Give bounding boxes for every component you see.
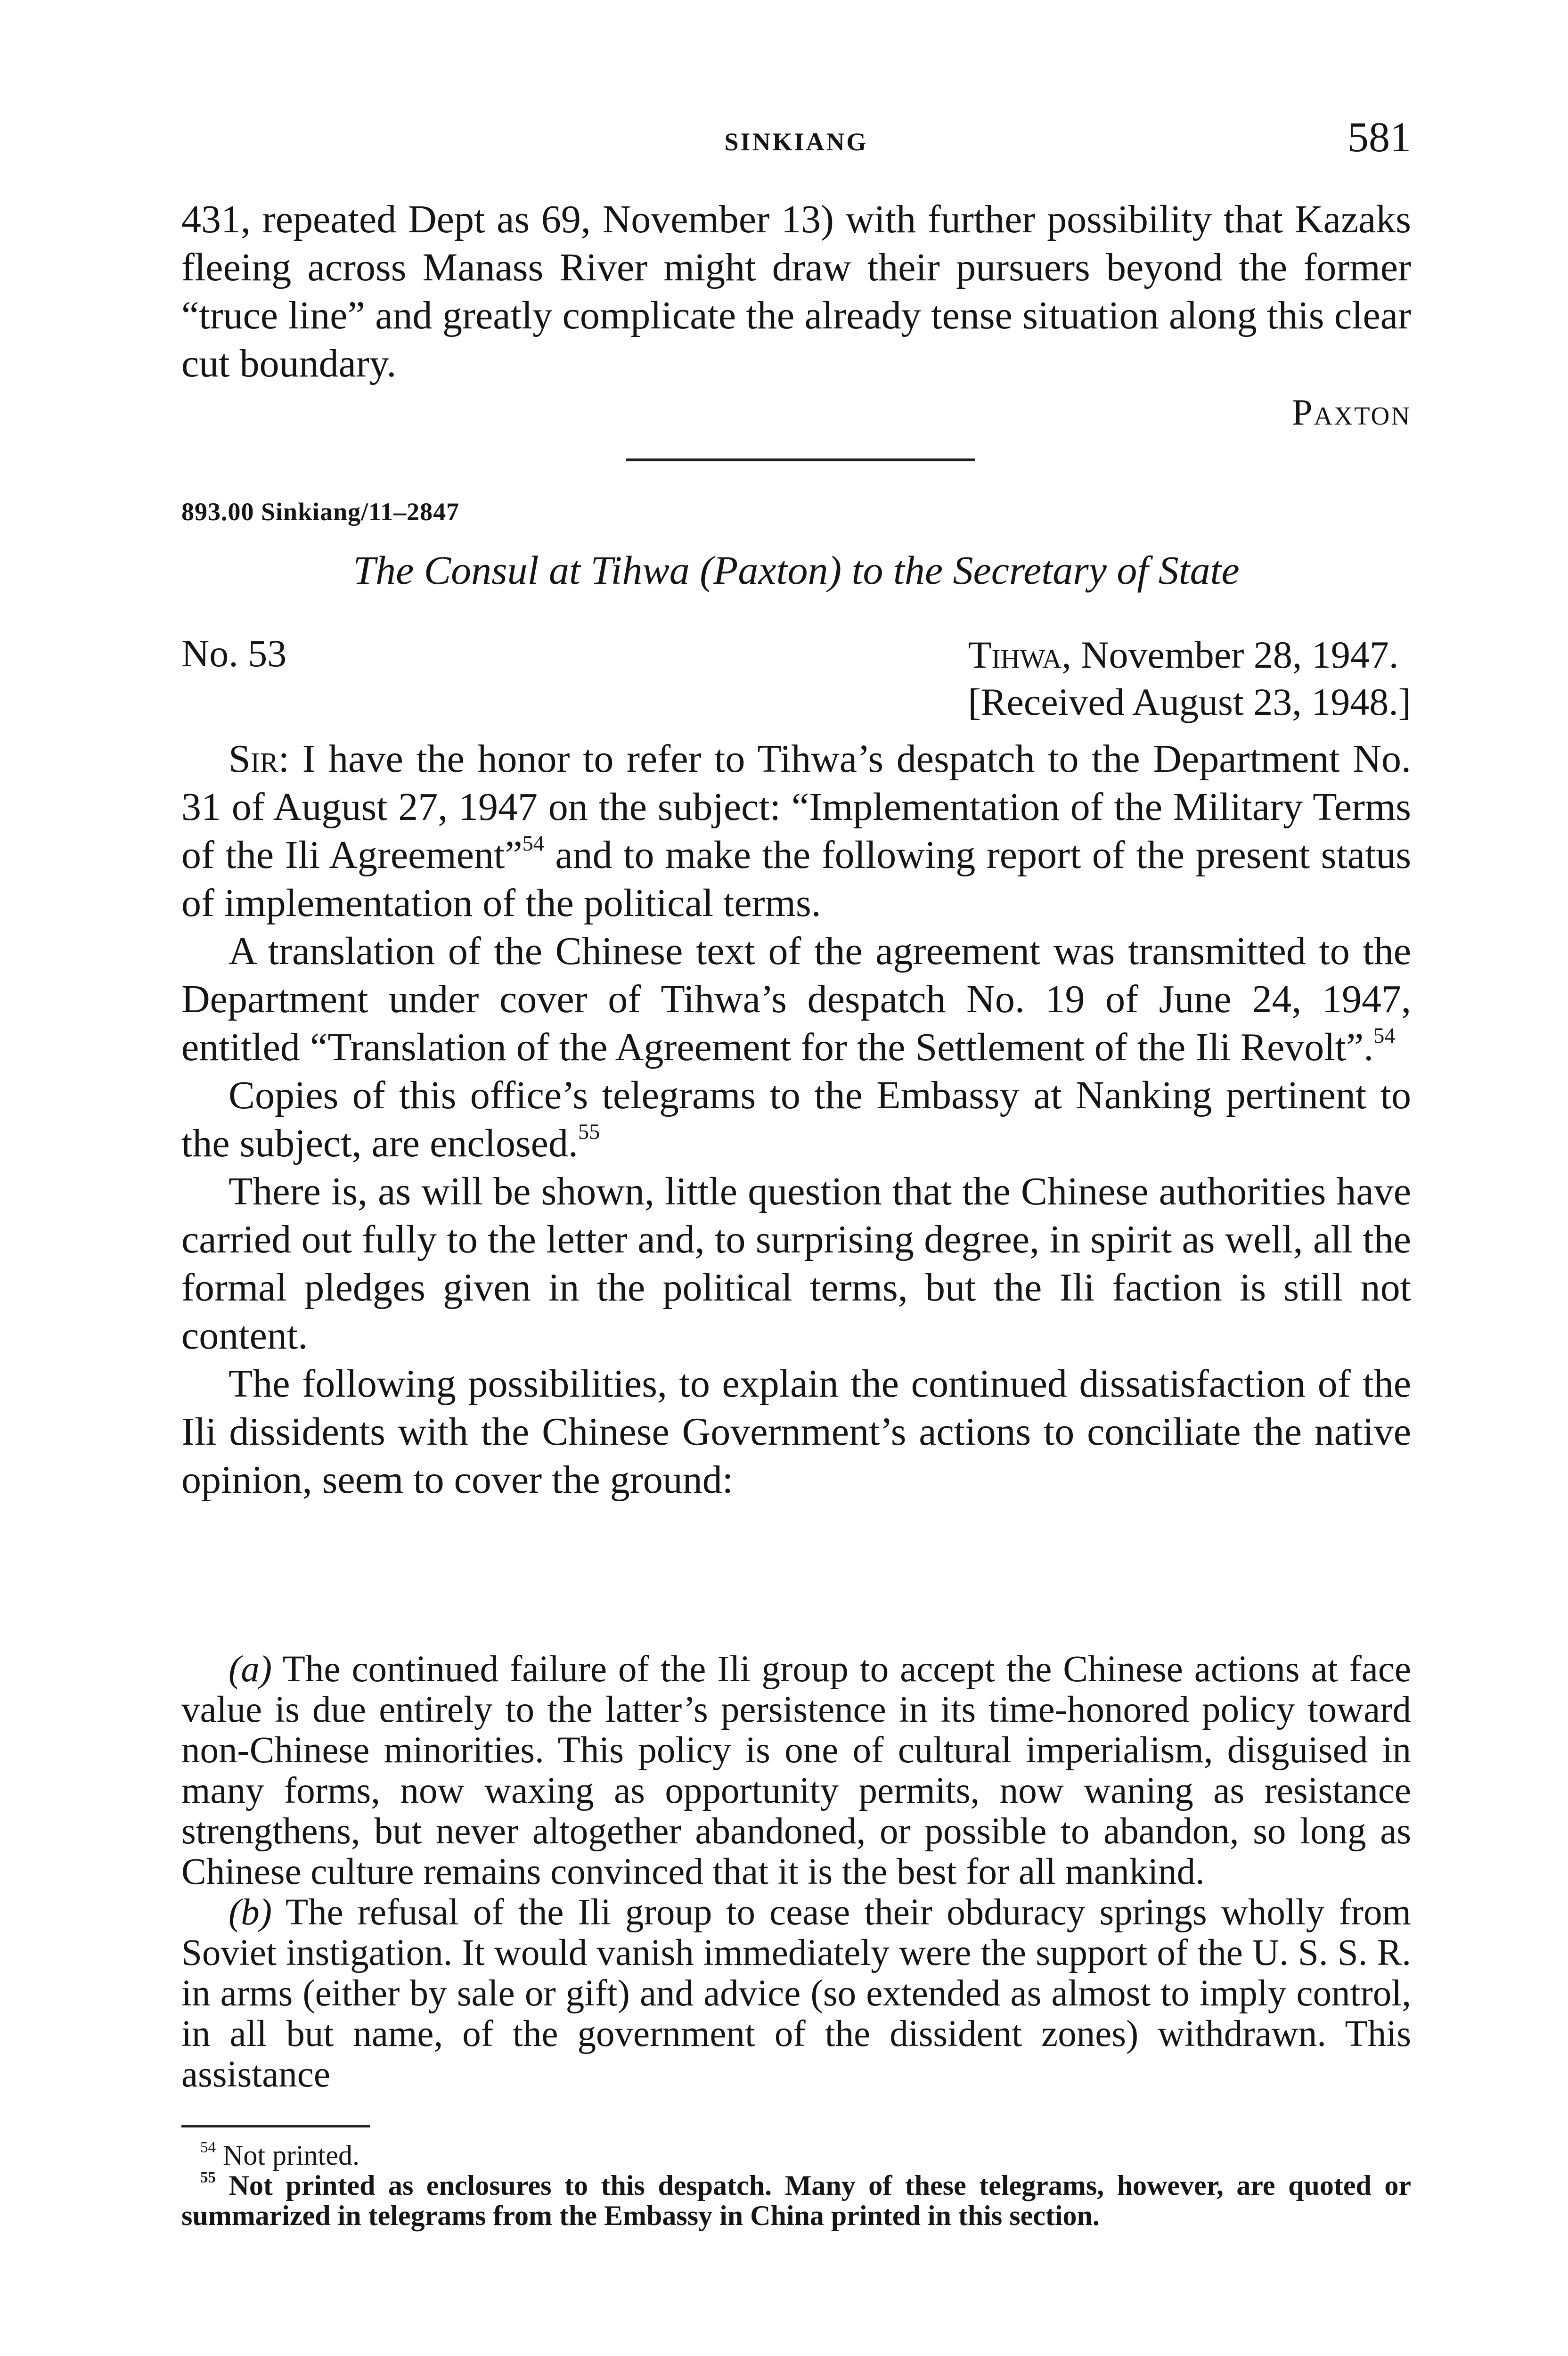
footnote-55 <box>181 2170 1411 2231</box>
footnote-mark: 54 <box>200 2139 216 2156</box>
footnote-divider <box>181 2125 370 2127</box>
paragraph-3-text: Copies of this office’s telegrams to the Embassy at Nanking pertinent to the subject, are enclosed. <box>181 1073 1411 1165</box>
paragraph-2-text: A translation of the Chinese text of the agreement was transmitted to the Department under cover of Tihwa’s despatch No. 19 of June 24, 1947, entitled “Translation of the Agreement for the Settlement of the Ili Revolt”. <box>181 929 1411 1069</box>
file-number: 893.00 Sinkiang/11–2847 <box>181 498 460 526</box>
subparagraph-a <box>181 1649 1411 1892</box>
subparagraph-a-label: (a) <box>229 1649 272 1690</box>
salutation: Sir <box>229 737 278 781</box>
signature: Paxton <box>1292 392 1411 433</box>
paragraph-1-text-a: : I have the honor to refer to Tihwa’s despatch to the Department No. 31 of August 27, 1947 on the subject: “Implementation of the Military Terms of the Ili Agreement” <box>181 737 1411 877</box>
despatch-number: No. 53 <box>181 632 287 675</box>
footnote-ref-54: 54 <box>1373 1023 1396 1048</box>
dateline-received: [Received August 23, 1948.] <box>968 680 1411 723</box>
continuation-text: 431, repeated Dept as 69, November 13) with further possibility that Kazaks fleeing across Manass River might draw their pursuers beyond the former “truce line” and greatly complicate the already tense situation along this clear cut boundary. <box>181 197 1411 385</box>
footnote-ref-54: 54 <box>522 831 544 856</box>
dateline-place: Tihwa <box>968 633 1062 676</box>
paragraph-5: The following possibilities, to explain the continued dissatisfaction of the Ili dissidents with the Chinese Government’s actions to conciliate the native opinion, seem to cover the ground: <box>181 1362 1411 1502</box>
dateline-place-date <box>968 631 1411 679</box>
footnote-ref-55: 55 <box>578 1120 600 1144</box>
section-divider <box>626 458 975 461</box>
subparagraph-a-text: The continued failure of the Ili group to accept the Chinese actions at face value is due entirely to the latter’s persistence in its time-honored policy toward non-Chinese minorities. This policy is one of cultural imperialism, disguised in many forms, now waxing as opportunity permits, now waning as resistance strengthens, but never altogether abandoned, or possible to abandon, so long as Chinese culture remains convinced that it is the best for all mankind. <box>181 1649 1411 1892</box>
footnote-mark: 55 <box>200 2169 216 2186</box>
subparagraphs <box>181 1649 1411 2095</box>
continuation-paragraph <box>181 196 1411 388</box>
paragraph-4: There is, as will be shown, little question that the Chinese authorities have carried out fully to the letter and, to surprising degree, in spirit as well, all the formal pledges given in the political terms, but the Ili faction is still not content. <box>181 1170 1411 1358</box>
footnote-text: Not printed as enclosures to this despatch. Many of these telegrams, however, are quoted or summarized in telegrams from the Embassy in China printed in this section. <box>181 2170 1411 2231</box>
paragraph-2 <box>181 927 1411 1072</box>
footnote-text: Not printed. <box>216 2140 359 2171</box>
letter-body <box>181 735 1411 1504</box>
page-header <box>181 113 1411 165</box>
subparagraph-b <box>181 1892 1411 2095</box>
subparagraph-b-text: The refusal of the Ili group to cease their obduracy springs wholly from Soviet instigation. It would vanish immediately were the support of the U. S. S. R. in arms (either by sale or gift) and advice (so extended as almost to imply control, in all but name, of the government of the dissident zones) withdrawn. This assistance <box>181 1892 1411 2095</box>
footnote-54 <box>181 2140 1411 2170</box>
paragraph-1-text-b: and to make the following report of the present status of implementation of the political terms. <box>181 833 1412 925</box>
running-head: SINKIANG <box>724 128 868 156</box>
subparagraph-b-label: (b) <box>229 1892 272 1933</box>
paragraph-1 <box>181 735 1411 927</box>
dateline <box>968 631 1411 726</box>
page-number: 581 <box>1348 114 1411 161</box>
dateline-date: , November 28, 1947. <box>1062 633 1399 676</box>
footnotes <box>181 2140 1411 2231</box>
paragraph-3 <box>181 1072 1411 1168</box>
document-title: The Consul at Tihwa (Paxton) to the Secretary of State <box>353 548 1240 593</box>
